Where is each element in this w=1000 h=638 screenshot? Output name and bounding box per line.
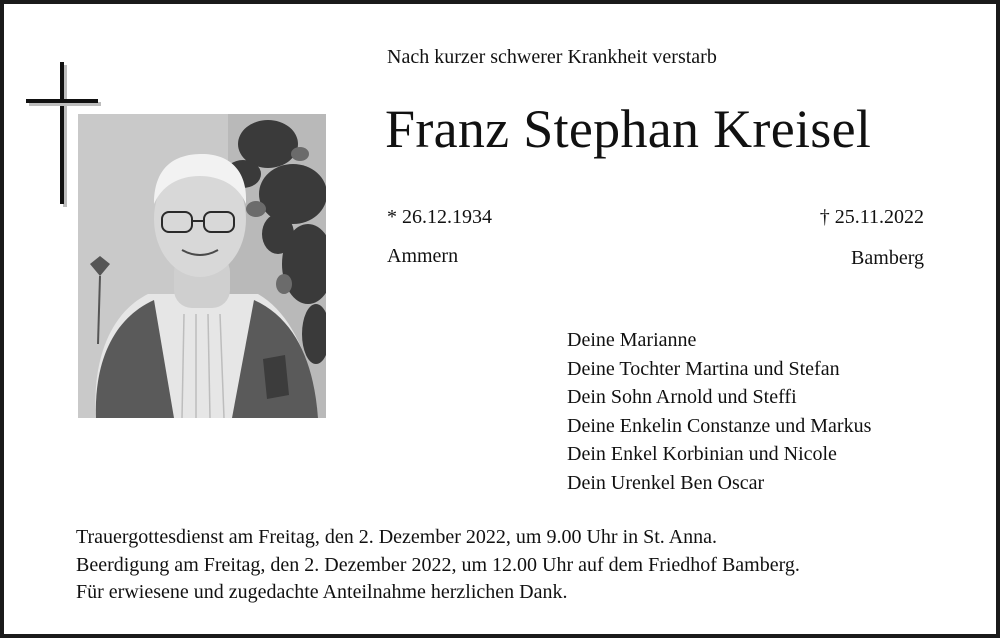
birth-date: * 26.12.1934 <box>387 206 492 228</box>
cross-horizontal-bar <box>26 99 98 103</box>
death-place: Bamberg <box>851 247 924 269</box>
mourner-item: Deine Tochter Martina und Stefan <box>567 357 840 380</box>
mourner-item: Deine Enkelin Constanze und Markus <box>567 414 872 437</box>
mourner-item: Dein Sohn Arnold und Steffi <box>567 386 797 409</box>
mourner-item: Dein Enkel Korbinian und Nicole <box>567 443 837 466</box>
portrait-photo <box>78 114 326 418</box>
mourner-item: Dein Urenkel Ben Oscar <box>567 471 765 494</box>
mourners-list <box>567 326 871 498</box>
intro-text: Nach kurzer schwerer Krankheit verstarb <box>387 46 717 68</box>
burial-line: Beerdigung am Freitag, den 2. Dezember 2022, um 12.00 Uhr auf dem Friedhof Bamberg. <box>76 553 800 576</box>
service-details <box>76 524 800 607</box>
cross-vertical-bar <box>60 62 64 204</box>
funeral-service-line: Trauergottesdienst am Freitag, den 2. Dezember 2022, um 9.00 Uhr in St. Anna. <box>76 526 718 548</box>
birth-place: Ammern <box>387 245 459 267</box>
deceased-name: Franz Stephan Kreisel <box>385 99 872 159</box>
thanks-line: Für erwiesene und zugedachte Anteilnahme herzlichen Dank. <box>76 581 568 603</box>
mourner-item: Deine Marianne <box>567 329 697 351</box>
death-date: † 25.11.2022 <box>819 206 924 228</box>
